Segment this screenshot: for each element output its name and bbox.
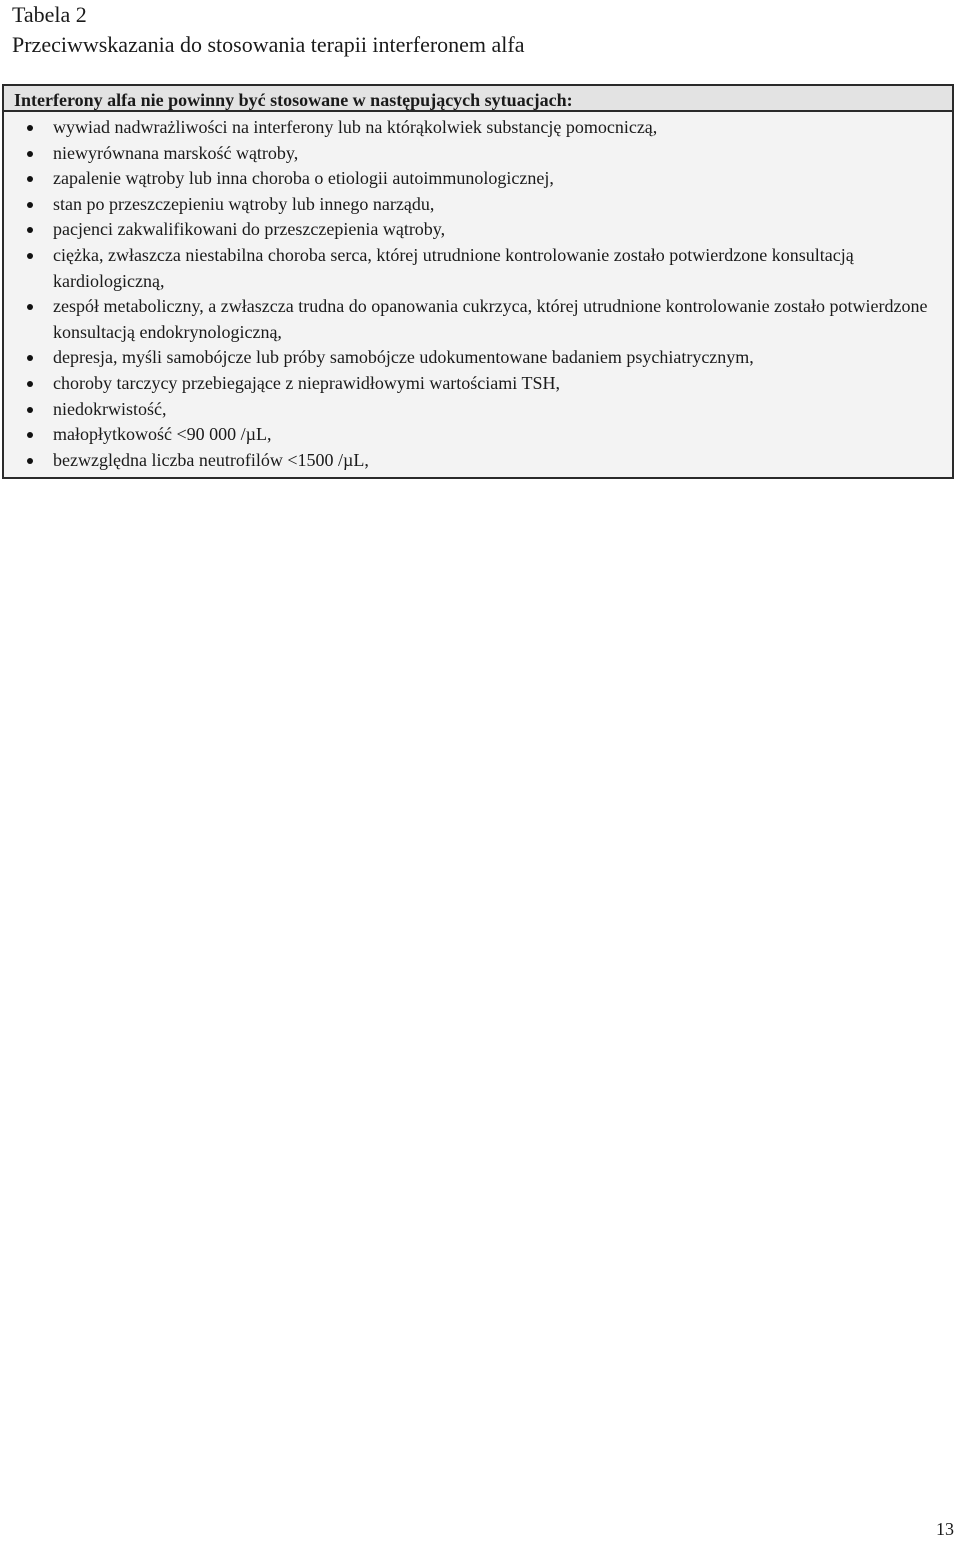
list-item-text: depresja, myśli samobójcze lub próby samobójcze udokumentowane badaniem psychiatrycznym, xyxy=(53,347,754,368)
list-item xyxy=(4,166,952,192)
list-item-text: pacjenci zakwalifikowani do przeszczepienia wątroby, xyxy=(53,219,446,240)
list-item xyxy=(4,422,952,448)
bullet-icon xyxy=(27,176,33,182)
list-item xyxy=(4,345,952,371)
list-item-text: bezwzględna liczba neutrofilów <1500 /µL, xyxy=(53,449,369,470)
list-item xyxy=(4,448,952,474)
bullet-icon xyxy=(27,227,33,233)
table-header: Interferony alfa nie powinny być stosowane w następujących sytuacjach: xyxy=(4,86,952,112)
list-item xyxy=(4,397,952,423)
bullet-icon xyxy=(27,432,33,438)
bullet-icon xyxy=(27,202,33,208)
list-item xyxy=(4,192,952,218)
list-item-text: stan po przeszczepieniu wątroby lub innego narządu, xyxy=(53,193,435,214)
bullet-icon xyxy=(27,381,33,387)
list-item-text: wywiad nadwrażliwości na interferony lub na którąkolwiek substancję pomocniczą, xyxy=(53,117,658,137)
bullet-icon xyxy=(27,304,33,310)
list-item xyxy=(4,115,952,141)
bullet-icon xyxy=(27,253,33,259)
bullet-icon xyxy=(27,125,33,131)
list-item-text: niewyrównana marskość wątroby, xyxy=(53,142,299,163)
contraindications-table xyxy=(2,84,954,479)
page-number: 13 xyxy=(936,1519,954,1539)
list-item-text: zespół metaboliczny, a zwłaszcza trudna do opanowania cukrzyca, której utrudnione kontrolowanie zostało potwierdzone konsultacją endokrynologiczną, xyxy=(53,296,928,342)
table-title: Przeciwwskazania do stosowania terapii interferonem alfa xyxy=(12,32,525,57)
page-heading xyxy=(12,0,525,60)
list-item xyxy=(4,371,952,397)
list-item xyxy=(4,217,952,243)
list-item-text: zapalenie wątroby lub inna choroba o etiologii autoimmunologicznej, xyxy=(53,168,554,189)
list-item xyxy=(4,294,952,345)
list-item-text: ciężka, zwłaszcza niestabilna choroba serca, której utrudnione kontrolowanie zostało potwierdzone konsultacją kardiologiczną, xyxy=(53,244,854,291)
bullet-icon xyxy=(27,151,33,157)
list-item-text: małopłytkowość <90 000 /µL, xyxy=(53,424,272,445)
contraindications-list xyxy=(4,112,952,477)
bullet-icon xyxy=(27,458,33,464)
list-item-text: choroby tarczycy przebiegające z nieprawidłowymi wartościami TSH, xyxy=(53,372,560,393)
list-item-text: niedokrwistość, xyxy=(53,398,167,419)
bullet-icon xyxy=(27,407,33,413)
list-item xyxy=(4,141,952,167)
bullet-icon xyxy=(27,355,33,361)
table-number: Tabela 2 xyxy=(12,2,87,27)
list-item xyxy=(4,243,952,294)
